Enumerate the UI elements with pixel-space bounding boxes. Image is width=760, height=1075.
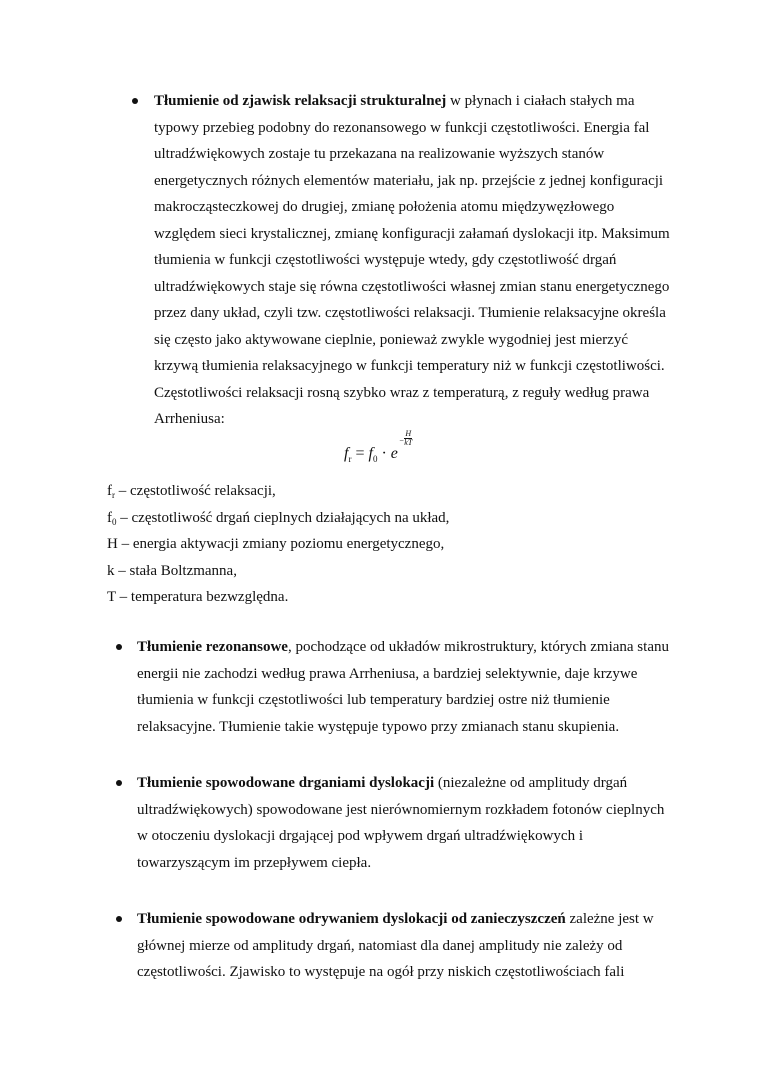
paragraph-resonance-heading: Tłumienie rezonansowe <box>137 639 288 655</box>
definition-symbol: H <box>107 536 118 552</box>
definition-symbol: f <box>107 509 112 526</box>
bullet-2 <box>116 644 122 650</box>
definition-subscript: 0 <box>112 516 117 527</box>
formula-dot: · <box>377 445 391 462</box>
formula-f0-sub: 0 <box>372 454 378 464</box>
formula-f0: f <box>368 445 373 462</box>
formula-exp-sign: − <box>398 436 405 445</box>
definition-symbol: f <box>107 483 112 499</box>
formula-equals: = <box>351 445 369 462</box>
paragraph-dislocation-breakaway <box>137 906 675 986</box>
definition-k <box>107 558 449 585</box>
bullet-3 <box>116 780 122 786</box>
definition-text: – energia aktywacji zmiany poziomu energetycznego, <box>117 536 445 552</box>
paragraph-relaxation <box>154 88 674 433</box>
paragraph-dislocation-breakaway-heading: Tłumienie spowodowane odrywaniem dyslokacji od zanieczyszczeń <box>137 911 566 927</box>
paragraph-dislocation-vibration <box>137 770 675 876</box>
definition-symbol: T <box>107 589 116 605</box>
definition-text: – częstotliwość relaksacji, <box>115 483 276 499</box>
formula-lhs: f <box>344 445 349 462</box>
definition-t <box>107 584 449 611</box>
bullet-4 <box>116 916 122 922</box>
definition-text: – stała Boltzmanna, <box>114 562 237 579</box>
paragraph-dislocation-vibration-body: (niezależne od amplitudy drgań ultradźwiękowych) spowodowane jest nierównomiernym rozkładem fotonów cieplnych w otoczeniu dyslokacji drgającej pod wpływem drgań ultradźwiękowych i towarzyszącym im przepływem ciepła. <box>137 775 665 871</box>
formula-base: e <box>390 445 398 462</box>
arrhenius-formula <box>344 429 413 465</box>
paragraph-relaxation-body: w płynach i ciałach stałych ma typowy przebieg podobny do rezonansowego w funkcji częstotliwości. Energia fal ultradźwiękowych zostaje tu przekazana na realizowanie wyższych stanów energetycznych różnych elementów materiału, jak np. przejście z jednej konfiguracji makrocząsteczkowej do drugiej, zmianę położenia atomu międzywęzłowego względem sieci krystalicznej, zmianę konfiguracji załamań dyslokacji itp. Maksimum tłumienia w funkcji częstotliwości występuje wtedy, gdy częstotliwość drgań ultradźwiękowych staje się równa częstotliwości własnej zmian stanu energetycznego przez dany układ, czyli tzw. częstotliwości relaksacji. Tłumienie relaksacyjne określa się często jako aktywowane cieplnie, ponieważ zwykle wygodniej jest mierzyć krzywą tłumienia relaksacyjnego w funkcji temperatury niż w funkcji częstotliwości. Częstotliwości relaksacji rosną szybko wraz z temperaturą, z reguły według prawa Arrheniusa: <box>154 93 670 427</box>
formula-exponent <box>399 430 412 447</box>
paragraph-dislocation-vibration-heading: Tłumienie spowodowane drganiami dyslokacji <box>137 775 435 791</box>
definition-text: – temperatura bezwzględna. <box>115 589 289 605</box>
definition-f0 <box>107 505 449 532</box>
definition-text: – częstotliwość drgań cieplnych działających na układ, <box>116 509 450 526</box>
definition-symbol: k <box>107 562 115 579</box>
paragraph-resonance-body: , pochodzące od układów mikrostruktury, których zmiana stanu energii nie zachodzi według prawa Arrheniusa, a bardziej selektywnie, daje krzywe tłumienia w funkcji częstotliwości lub temperatury bardziej ostre niż tłumienie relaksacyjne. Tłumienie takie występuje typowo przy zmianach stanu skupienia. <box>137 639 669 735</box>
formula-lhs-sub: r <box>348 454 352 464</box>
symbol-definitions <box>107 478 449 611</box>
paragraph-dislocation-breakaway-body: zależne jest w głównej mierze od amplitudy drgań, natomiast dla danej amplitudy nie zależy od częstotliwości. Zjawisko to występuje na ogół przy niskich częstotliwościach fali <box>137 911 654 980</box>
definition-subscript: r <box>112 490 115 500</box>
paragraph-resonance <box>137 634 675 740</box>
formula-exp-den: kT <box>404 438 413 447</box>
bullet-1 <box>132 98 138 104</box>
definition-fr <box>107 478 449 505</box>
formula-exp-num: H <box>405 429 412 438</box>
paragraph-relaxation-heading: Tłumienie od zjawisk relaksacji strukturalnej <box>154 93 447 109</box>
definition-h <box>107 531 449 558</box>
